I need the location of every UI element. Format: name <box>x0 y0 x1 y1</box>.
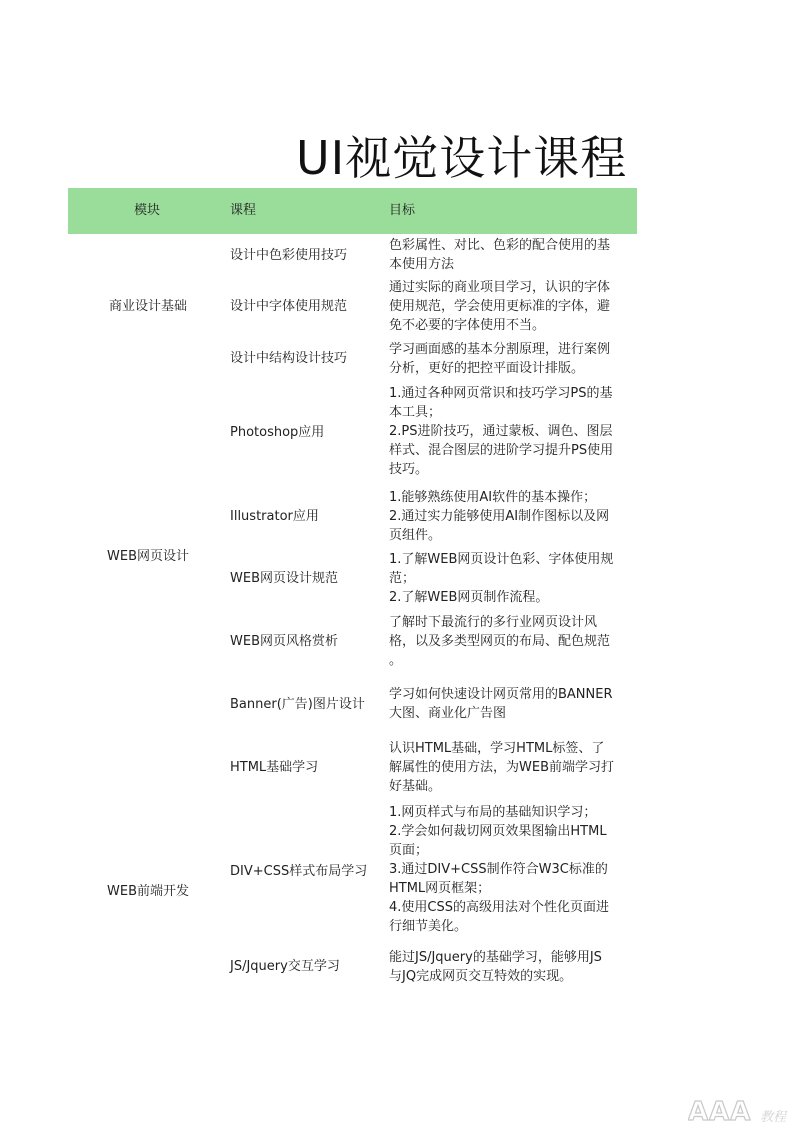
module-cell: WEB网页设计 <box>107 549 189 564</box>
goal-cell: 了解时下最流行的多行业网页设计风 格，以及多类型网页的布局、配色规范 。 <box>389 615 611 668</box>
goal-cell: 1.网页样式与布局的基础知识学习； 2.学会如何裁切网页效果图输出HTML 页面； 3.通过DIV+CSS制作符合W3C标准的 HTML网页框架； 4.使用CSS的高级用法对个性化页面进 行细节美化。 <box>389 805 609 934</box>
goal-cell: 色彩属性、对比、色彩的配合使用的基 本使用方法 <box>389 238 611 272</box>
course-cell: JS/Jquery交互学习 <box>230 959 340 974</box>
header-module: 模块 <box>134 203 161 218</box>
watermark-logo <box>688 1096 794 1126</box>
course-cell: WEB网页设计规范 <box>230 571 338 586</box>
goal-cell: 学习如何快速设计网页常用的BANNER 大图、商业化广告图 <box>389 687 613 721</box>
course-cell: Photoshop应用 <box>230 425 325 440</box>
goal-cell: 学习画面感的基本分割原理，进行案例 分析，更好的把控平面设计排版。 <box>389 342 611 376</box>
goal-cell: 1.能够熟练使用AI软件的基本操作； 2.通过实力能够使用AI制作图标以及网 页组件。 <box>389 490 610 543</box>
course-cell: DIV+CSS样式布局学习 <box>230 864 368 879</box>
course-cell: 设计中字体使用规范 <box>230 299 348 314</box>
course-cell: 设计中结构设计技巧 <box>230 351 348 366</box>
goal-cell: 能过JS/Jquery的基础学习，能够用JS 与JQ完成网页交互特效的实现。 <box>389 950 602 984</box>
header-course: 课程 <box>230 203 257 218</box>
watermark-letters: AAA <box>688 1097 752 1126</box>
module-cell: WEB前端开发 <box>107 884 189 899</box>
goal-cell: 认识HTML基础，学习HTML标签、了 解属性的使用方法，为WEB前端学习打 好基础。 <box>389 741 614 794</box>
course-cell: HTML基础学习 <box>230 760 319 775</box>
course-cell: Banner(广告)图片设计 <box>230 697 365 712</box>
goal-cell: 1.了解WEB网页设计色彩、字体使用规 范； 2.了解WEB网页制作流程。 <box>389 552 614 605</box>
course-cell: WEB网页风格赏析 <box>230 634 338 649</box>
goal-cell: 通过实际的商业项目学习，认识的字体 使用规范，学会使用更标准的字体，避 免不必要的字体使用不当。 <box>389 280 611 333</box>
course-cell: Illustrator应用 <box>230 509 319 524</box>
table-header <box>68 188 637 234</box>
module-cell: 商业设计基础 <box>108 299 187 314</box>
goal-cell: 1.通过各种网页常识和技巧学习PS的基 本工具； 2.PS进阶技巧，通过蒙板、调色、图层 样式、混合图层的进阶学习提升PS使用 技巧。 <box>389 386 614 477</box>
watermark-tail: 教程 <box>760 1110 787 1125</box>
header-goal: 目标 <box>389 203 416 218</box>
course-cell: 设计中色彩使用技巧 <box>230 248 348 263</box>
page-title: UI视觉设计课程 <box>296 131 628 185</box>
